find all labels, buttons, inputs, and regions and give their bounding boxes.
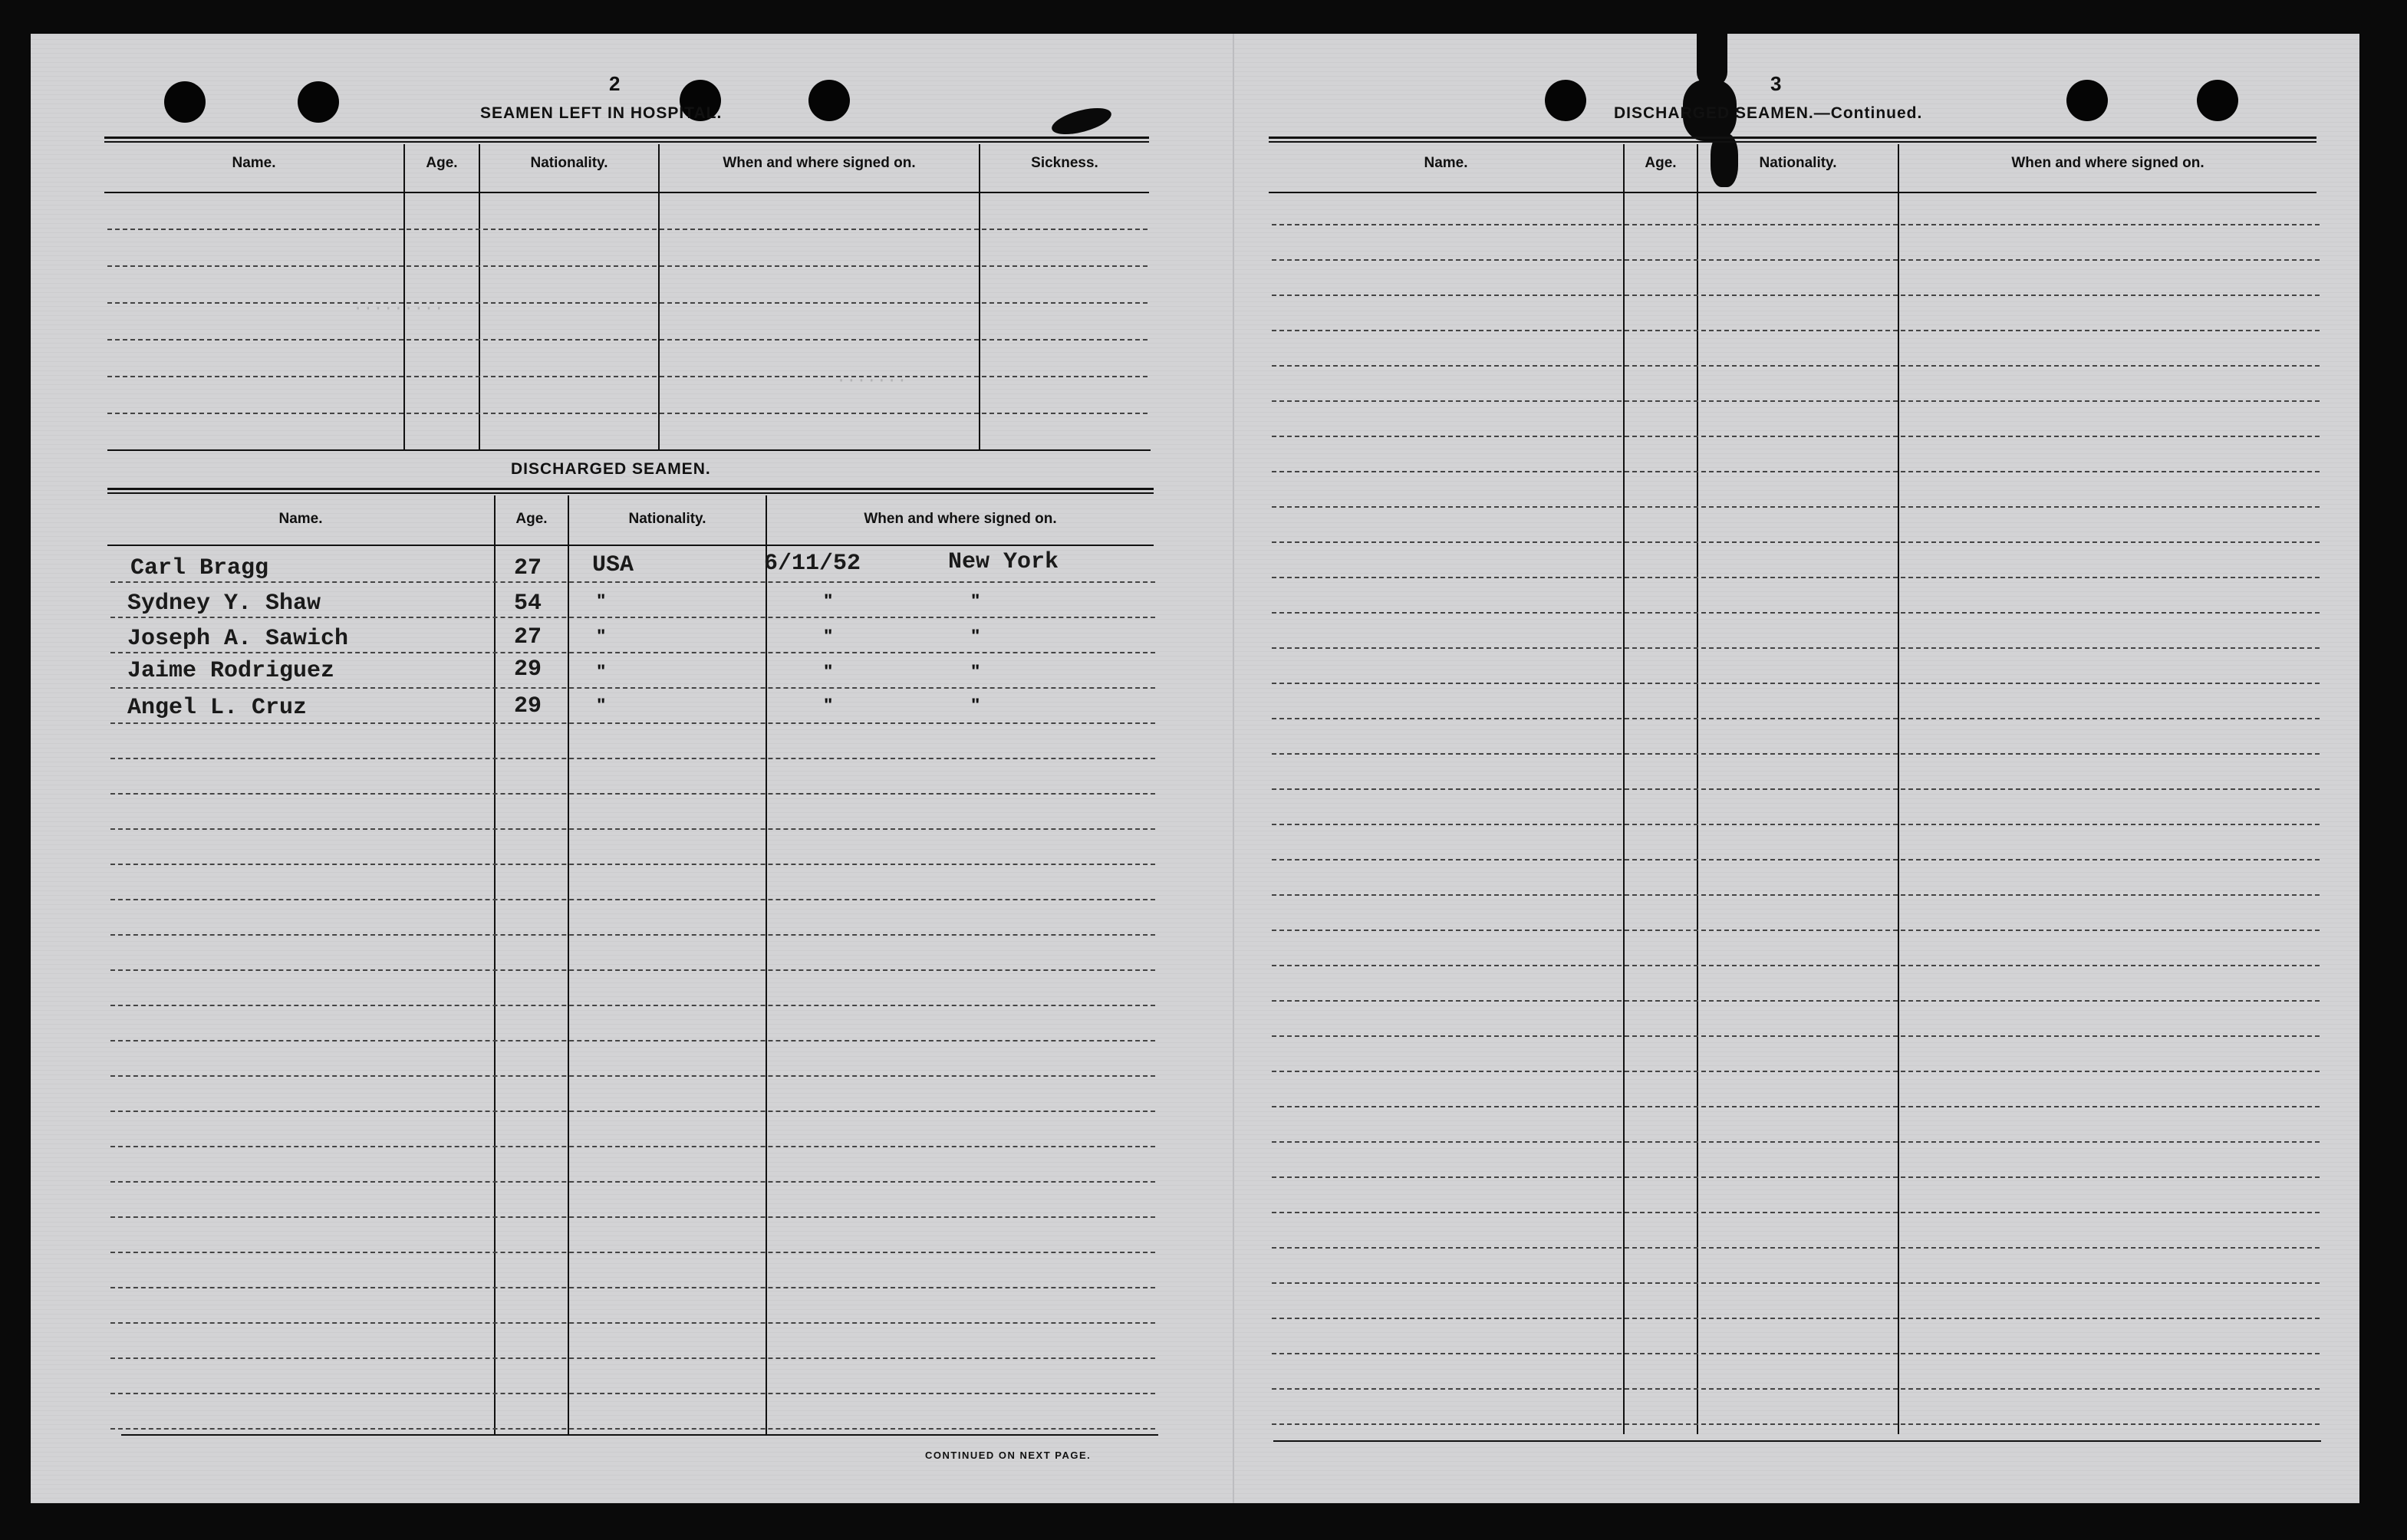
ruled-line <box>1272 859 2320 860</box>
seaman-name: Carl Bragg <box>130 555 269 581</box>
ruled-line <box>1272 1388 2320 1390</box>
ink-smudge <box>1049 103 1115 140</box>
seaman-age: 27 <box>514 624 542 650</box>
ruled-line <box>110 1216 1155 1218</box>
ruled-line <box>1272 1176 2320 1178</box>
hospital-row-line <box>107 229 1148 230</box>
page-number: 3 <box>1770 72 1782 95</box>
seaman-signed-place: New York <box>948 549 1059 575</box>
right-bottom-rule <box>1273 1440 2321 1442</box>
discharged-header-signed-on: When and where signed on. <box>864 511 1057 527</box>
ruled-line <box>1272 541 2320 543</box>
discharged-header-age: Age. <box>515 511 548 527</box>
seaman-name: Sydney Y. Shaw <box>127 591 321 617</box>
ruled-line <box>110 1287 1155 1288</box>
hospital-row-line <box>107 339 1148 341</box>
ruled-line <box>110 652 1155 653</box>
seaman-age: 54 <box>514 591 542 617</box>
ruled-line <box>110 758 1155 759</box>
seaman-signed-date: 6/11/52 <box>764 551 861 577</box>
hospital-col-divider <box>403 144 405 449</box>
hospital-row-line <box>107 413 1148 414</box>
ruled-line <box>110 581 1155 583</box>
seaman-age: 29 <box>514 693 542 719</box>
page-fold <box>1233 34 1234 1503</box>
right-header-rule <box>1269 192 2316 193</box>
ruled-line <box>110 1428 1155 1430</box>
ruled-line <box>1272 683 2320 684</box>
seaman-age: 29 <box>514 656 542 683</box>
ruled-line <box>1272 436 2320 437</box>
ruled-line <box>110 1357 1155 1359</box>
ruled-line <box>110 722 1155 724</box>
seaman-signed-date: " <box>824 695 833 716</box>
page-number: 2 <box>609 72 621 95</box>
discharged-col-divider <box>766 495 767 1434</box>
ruled-line <box>1272 400 2320 402</box>
continued-section-title: DISCHARGED SEAMEN.—Continued. <box>1614 104 1923 122</box>
seaman-signed-date: " <box>824 626 833 647</box>
ruled-line <box>1272 471 2320 472</box>
seaman-name: Joseph A. Sawich <box>127 626 349 652</box>
right-header-age: Age. <box>1645 155 1677 171</box>
seaman-nationality: " <box>597 626 606 647</box>
ruled-line <box>1272 1071 2320 1072</box>
seaman-name: Jaime Rodriguez <box>127 658 335 684</box>
ruled-line <box>1272 1000 2320 1002</box>
hospital-row-line <box>107 376 1148 377</box>
hospital-col-divider <box>479 144 480 449</box>
ruled-line <box>1272 1035 2320 1037</box>
punch-hole <box>808 80 850 121</box>
ruled-line <box>1272 824 2320 825</box>
hospital-header-sickness: Sickness. <box>1031 155 1098 171</box>
ruled-line <box>110 617 1155 618</box>
seaman-signed-place: " <box>971 695 980 716</box>
ruled-line <box>110 899 1155 900</box>
discharged-section-title: DISCHARGED SEAMEN. <box>511 460 711 478</box>
bleed-through-text: ········· <box>353 299 444 318</box>
ruled-line <box>1272 1423 2320 1425</box>
punch-hole <box>164 81 206 123</box>
seaman-nationality: " <box>597 695 606 716</box>
discharged-bottom-rule <box>121 1434 1158 1436</box>
ruled-line <box>110 1075 1155 1077</box>
right-top-rule <box>1269 137 2316 143</box>
seaman-nationality: USA <box>592 552 634 578</box>
right-header-signed-on: When and where signed on. <box>2011 155 2204 171</box>
ruled-line <box>1272 506 2320 508</box>
continued-footer: CONTINUED ON NEXT PAGE. <box>925 1450 1092 1461</box>
ruled-line <box>1272 647 2320 649</box>
ruled-line <box>1272 1212 2320 1213</box>
ruled-line <box>1272 365 2320 367</box>
discharged-header-rule <box>107 545 1154 546</box>
discharged-col-divider <box>494 495 496 1434</box>
ruled-line <box>1272 1141 2320 1143</box>
hospital-header-age: Age. <box>426 155 458 171</box>
ruled-line <box>110 1181 1155 1183</box>
seaman-age: 27 <box>514 555 542 581</box>
punch-hole <box>2066 80 2108 121</box>
ruled-line <box>110 828 1155 830</box>
ruled-line <box>1272 930 2320 931</box>
ruled-line <box>110 1322 1155 1324</box>
ruled-line <box>110 864 1155 865</box>
ruled-line <box>1272 753 2320 755</box>
right-header-name: Name. <box>1424 155 1468 171</box>
hospital-header-name: Name. <box>232 155 276 171</box>
ruled-line <box>110 793 1155 795</box>
ruled-line <box>1272 1106 2320 1107</box>
ruled-line <box>110 969 1155 971</box>
ruled-line <box>110 1005 1155 1006</box>
ruled-line <box>1272 259 2320 261</box>
ruled-line <box>110 934 1155 936</box>
ruled-line <box>1272 1353 2320 1354</box>
ruled-line <box>1272 224 2320 225</box>
ruled-line <box>110 687 1155 689</box>
hospital-top-rule <box>104 137 1149 143</box>
ruled-line <box>110 1252 1155 1253</box>
hospital-section-title: SEAMEN LEFT IN HOSPITAL. <box>480 104 723 122</box>
ruled-line <box>1272 577 2320 578</box>
ruled-line <box>1272 330 2320 331</box>
seaman-signed-place: " <box>971 661 980 682</box>
hospital-row-line <box>107 265 1148 267</box>
discharged-header-name: Name. <box>278 511 323 527</box>
seaman-nationality: " <box>597 591 606 611</box>
discharged-top-rule <box>107 488 1154 494</box>
hospital-header-rule <box>104 192 1149 193</box>
hospital-col-divider <box>979 144 980 449</box>
punch-hole <box>1545 80 1586 121</box>
document-sheet <box>31 34 2359 1503</box>
ruled-line <box>110 1040 1155 1041</box>
punch-hole <box>298 81 339 123</box>
ruled-line <box>1272 295 2320 296</box>
ruled-line <box>1272 965 2320 966</box>
seaman-signed-place: " <box>971 626 980 647</box>
hospital-row-line <box>107 302 1148 304</box>
ruled-line <box>110 1111 1155 1112</box>
ruled-line <box>1272 1318 2320 1319</box>
discharged-header-nationality: Nationality. <box>628 511 706 527</box>
bleed-through-text: ······· <box>836 371 907 390</box>
seaman-nationality: " <box>597 661 606 682</box>
hospital-col-divider <box>658 144 660 449</box>
ruled-line <box>1272 894 2320 896</box>
seaman-signed-date: " <box>824 591 833 611</box>
seaman-signed-place: " <box>971 591 980 611</box>
hospital-header-signed-on: When and where signed on. <box>723 155 916 171</box>
right-header-nationality: Nationality. <box>1759 155 1837 171</box>
hospital-header-nationality: Nationality. <box>530 155 608 171</box>
ruled-line <box>110 1393 1155 1394</box>
ruled-line <box>1272 1282 2320 1284</box>
ruled-line <box>1272 1247 2320 1249</box>
ruled-line <box>1272 612 2320 614</box>
hospital-bottom-rule <box>107 449 1151 451</box>
punch-hole <box>2197 80 2238 121</box>
discharged-col-divider <box>568 495 569 1434</box>
seaman-name: Angel L. Cruz <box>127 695 308 721</box>
ruled-line <box>1272 718 2320 719</box>
ruled-line <box>110 1146 1155 1147</box>
seaman-signed-date: " <box>824 661 833 682</box>
ruled-line <box>1272 788 2320 790</box>
